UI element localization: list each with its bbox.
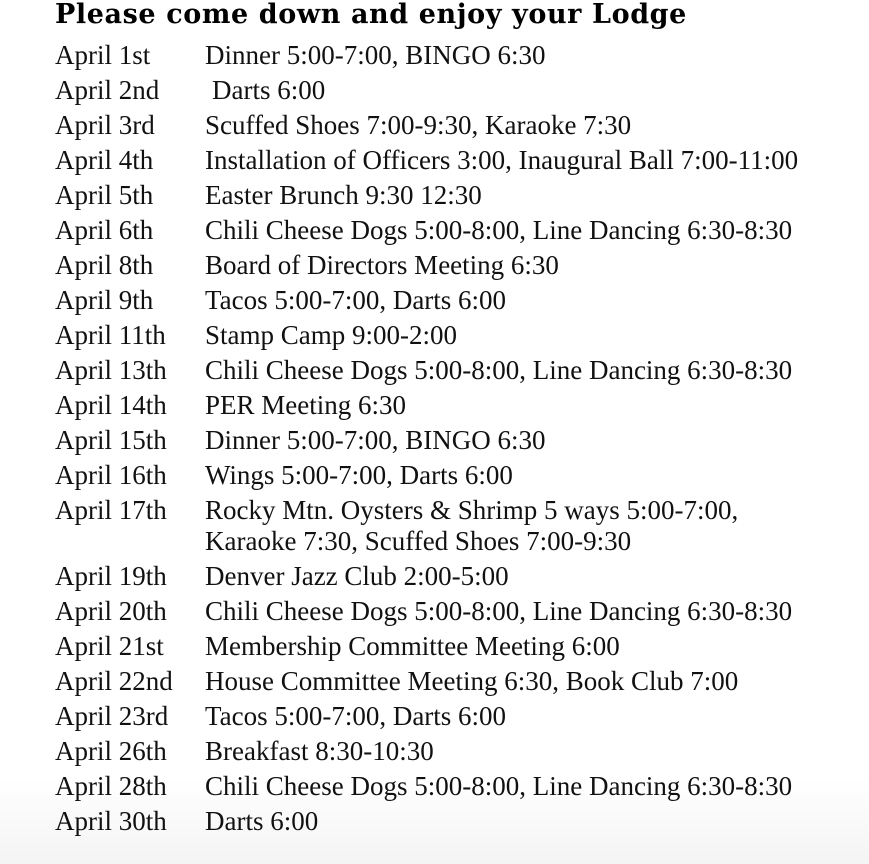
schedule-row [55,110,855,145]
schedule-date: April 17th [55,495,167,525]
schedule-row [55,736,855,771]
schedule-date: April 13th [55,355,167,385]
schedule-event: Installation of Officers 3:00, Inaugural Ball 7:00-11:00 [205,145,799,175]
schedule-date: April 1st [55,40,151,70]
schedule-event: Denver Jazz Club 2:00-5:00 [205,561,509,591]
schedule-event: House Committee Meeting 6:30, Book Club 7:00 [205,666,739,696]
schedule-event: Wings 5:00-7:00, Darts 6:00 [205,460,513,490]
schedule-date: April 20th [55,596,167,626]
schedule-row [55,180,855,215]
schedule-date: April 2nd [55,75,160,105]
schedule-event: Easter Brunch 9:30 12:30 [205,180,482,210]
schedule-row [55,75,855,110]
schedule-row [55,250,855,285]
schedule-event: Scuffed Shoes 7:00-9:30, Karaoke 7:30 [205,110,632,140]
schedule-event: PER Meeting 6:30 [205,390,406,420]
schedule-date: April 22nd [55,666,173,696]
schedule-event: Dinner 5:00-7:00, BINGO 6:30 [205,425,546,455]
schedule-event: Darts 6:00 [205,806,319,836]
schedule-row [55,596,855,631]
page-title: Please come down and enjoy your Lodge [55,0,687,30]
schedule-date: April 19th [55,561,167,591]
schedule-row [55,40,855,75]
schedule-event: Chili Cheese Dogs 5:00-8:00, Line Dancing 6:30-8:30 [205,215,793,245]
schedule-date: April 8th [55,250,154,280]
schedule-date: April 26th [55,736,167,766]
schedule-date: April 15th [55,425,167,455]
schedule-event: Membership Committee Meeting 6:00 [205,631,620,661]
schedule-row [55,285,855,320]
schedule-row [55,495,855,561]
schedule-date: April 5th [55,180,154,210]
schedule-row [55,631,855,666]
schedule-row [55,320,855,355]
schedule-date: April 9th [55,285,154,315]
schedule-event: Darts 6:00 [212,75,326,105]
schedule-date: April 6th [55,215,154,245]
schedule-date: April 30th [55,806,167,836]
schedule-date: April 14th [55,390,167,420]
schedule-event: Tacos 5:00-7:00, Darts 6:00 [205,285,507,315]
schedule-date: April 21st [55,631,164,661]
schedule-row [55,771,855,806]
schedule-event: Dinner 5:00-7:00, BINGO 6:30 [205,40,546,70]
schedule-date: April 23rd [55,701,169,731]
event-schedule [55,40,855,841]
schedule-row [55,390,855,425]
schedule-date: April 3rd [55,110,155,140]
schedule-event: Board of Directors Meeting 6:30 [205,250,559,280]
schedule-row [55,425,855,460]
schedule-event: Chili Cheese Dogs 5:00-8:00, Line Dancing 6:30-8:30 [205,355,793,385]
schedule-date: April 4th [55,145,154,175]
schedule-date: April 16th [55,460,167,490]
schedule-event: Breakfast 8:30-10:30 [205,736,434,766]
schedule-event: Tacos 5:00-7:00, Darts 6:00 [205,701,507,731]
schedule-row [55,460,855,495]
schedule-row [55,215,855,250]
schedule-row [55,561,855,596]
schedule-event: Stamp Camp 9:00-2:00 [205,320,457,350]
schedule-row [55,806,855,841]
schedule-event: Chili Cheese Dogs 5:00-8:00, Line Dancing 6:30-8:30 [205,771,793,801]
schedule-row [55,145,855,180]
schedule-date: April 28th [55,771,167,801]
schedule-row [55,355,855,390]
schedule-event: Rocky Mtn. Oysters & Shrimp 5 ways 5:00-7:00, Karaoke 7:30, Scuffed Shoes 7:00-9:30 [205,495,739,556]
schedule-row [55,666,855,701]
schedule-date: April 11th [55,320,166,350]
schedule-event: Chili Cheese Dogs 5:00-8:00, Line Dancing 6:30-8:30 [205,596,793,626]
schedule-row [55,701,855,736]
